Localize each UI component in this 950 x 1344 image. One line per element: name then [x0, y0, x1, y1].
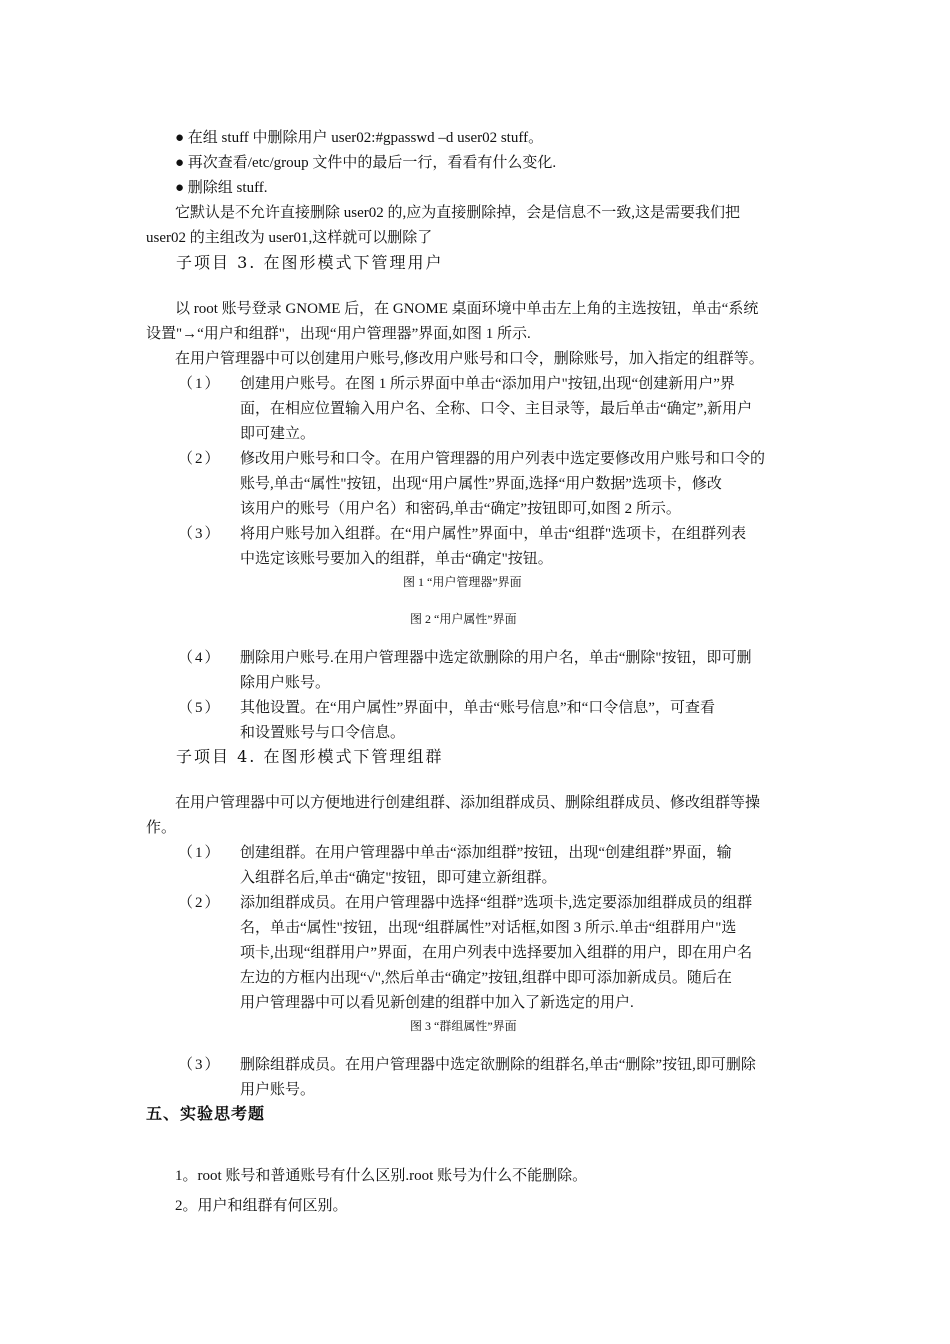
list-item-text: 除用户账号。 — [240, 675, 331, 691]
list-number: （1） — [178, 376, 222, 392]
note-paragraph: user02 的主组改为 user01,这样就可以删除了 — [146, 230, 433, 246]
list-item-text: 和设置账号与口令信息。 — [240, 725, 406, 741]
list-item-text: 修改用户账号和口令。在用户管理器的用户列表中选定要修改用户账号和口令的 — [240, 451, 766, 467]
list-number: （3） — [178, 1057, 222, 1073]
list-number: （4） — [178, 650, 222, 666]
list-item-text: 添加组群成员。在用户管理器中选择“组群”选项卡,选定要添加组群成员的组群 — [240, 895, 753, 911]
list-item-text: 删除用户账号.在用户管理器中选定欲删除的用户名，单击“删除"按钮，即可删 — [240, 650, 752, 666]
list-item-text: 删除组群成员。在用户管理器中选定欲删除的组群名,单击“删除”按钮,即可删除 — [240, 1057, 756, 1073]
intro-paragraph: 在用户管理器中可以方便地进行创建组群、添加组群成员、删除组群成员、修改组群等操 — [175, 795, 761, 811]
section-heading: 五、实验思考题 — [146, 1104, 266, 1123]
list-number: （2） — [178, 451, 222, 467]
list-item-text: 将用户账号加入组群。在“用户属性”界面中，单击“组群"选项卡，在组群列表 — [240, 526, 747, 542]
list-item-text: 面，在相应位置输入用户名、全称、口令、主目录等，最后单击“确定”,新用户 — [240, 401, 753, 417]
bullet-item: ● 删除组 stuff. — [175, 180, 268, 196]
list-item-text: 账号,单击“属性"按钮，出现“用户属性”界面,选择“用户数据”选项卡，修改 — [240, 476, 722, 492]
intro-paragraph: 以 root 账号登录 GNOME 后，在 GNOME 桌面环境中单击左上角的主选按钮，单击“系统 — [175, 301, 759, 317]
list-number: （1） — [178, 845, 222, 861]
list-item-text: 即可建立。 — [240, 426, 316, 442]
list-number: （5） — [178, 700, 222, 716]
subproject-heading: 子项目 4. 在图形模式下管理组群 — [176, 747, 444, 766]
list-item-text: 入组群名后,单击“确定"按钮，即可建立新组群。 — [240, 870, 557, 886]
list-number: （2） — [178, 895, 222, 911]
bullet-item: ● 在组 stuff 中删除用户 user02:#gpasswd –d user02 stuff。 — [175, 130, 544, 146]
list-item-text: 名，单击“属性"按钮，出现“组群属性”对话框,如图 3 所示.单击“组群用户"选 — [240, 920, 737, 936]
figure-caption: 图 1 “用户管理器”界面 — [403, 575, 522, 589]
intro-paragraph: 在用户管理器中可以创建用户账号,修改用户账号和口令，删除账号，加入指定的组群等。 — [175, 351, 764, 367]
intro-paragraph: 作。 — [146, 820, 177, 836]
list-item-text: 用户管理器中可以看见新创建的组群中加入了新选定的用户. — [240, 995, 634, 1011]
question-item: 1。root 账号和普通账号有什么区别.root 账号为什么不能删除。 — [175, 1168, 588, 1184]
list-item-text: 该用户的账号（用户名）和密码,单击“确定”按钮即可,如图 2 所示。 — [240, 501, 681, 517]
list-item-text: 左边的方框内出现“√",然后单击“确定”按钮,组群中即可添加新成员。随后在 — [240, 970, 732, 986]
list-item-text: 项卡,出现“组群用户”界面，在用户列表中选择要加入组群的用户，即在用户名 — [240, 945, 753, 961]
list-item-text: 创建用户账号。在图 1 所示界面中单击“添加用户"按钮,出现“创建新用户”界 — [240, 376, 735, 392]
list-number: （3） — [178, 526, 222, 542]
figure-caption: 图 2 “用户属性”界面 — [410, 612, 517, 626]
question-item: 2。用户和组群有何区别。 — [175, 1198, 348, 1214]
note-paragraph: 它默认是不允许直接删除 user02 的,应为直接删除掉，会是信息不一致,这是需要我们把 — [175, 205, 740, 221]
list-item-text: 其他设置。在“用户属性”界面中，单击“账号信息”和“口令信息”，可查看 — [240, 700, 715, 716]
bullet-item: ● 再次查看/etc/group 文件中的最后一行，看看有什么变化. — [175, 155, 557, 171]
subproject-heading: 子项目 3. 在图形模式下管理用户 — [176, 253, 444, 272]
list-item-text: 中选定该账号要加入的组群，单击“确定"按钮。 — [240, 551, 553, 567]
intro-paragraph: 设置"→“用户和组群"，出现“用户管理器”界面,如图 1 所示. — [146, 326, 531, 342]
list-item-text: 用户账号。 — [240, 1082, 316, 1098]
figure-caption: 图 3 “群组属性”界面 — [410, 1019, 517, 1033]
list-item-text: 创建组群。在用户管理器中单击“添加组群”按钮，出现“创建组群”界面，输 — [240, 845, 732, 861]
